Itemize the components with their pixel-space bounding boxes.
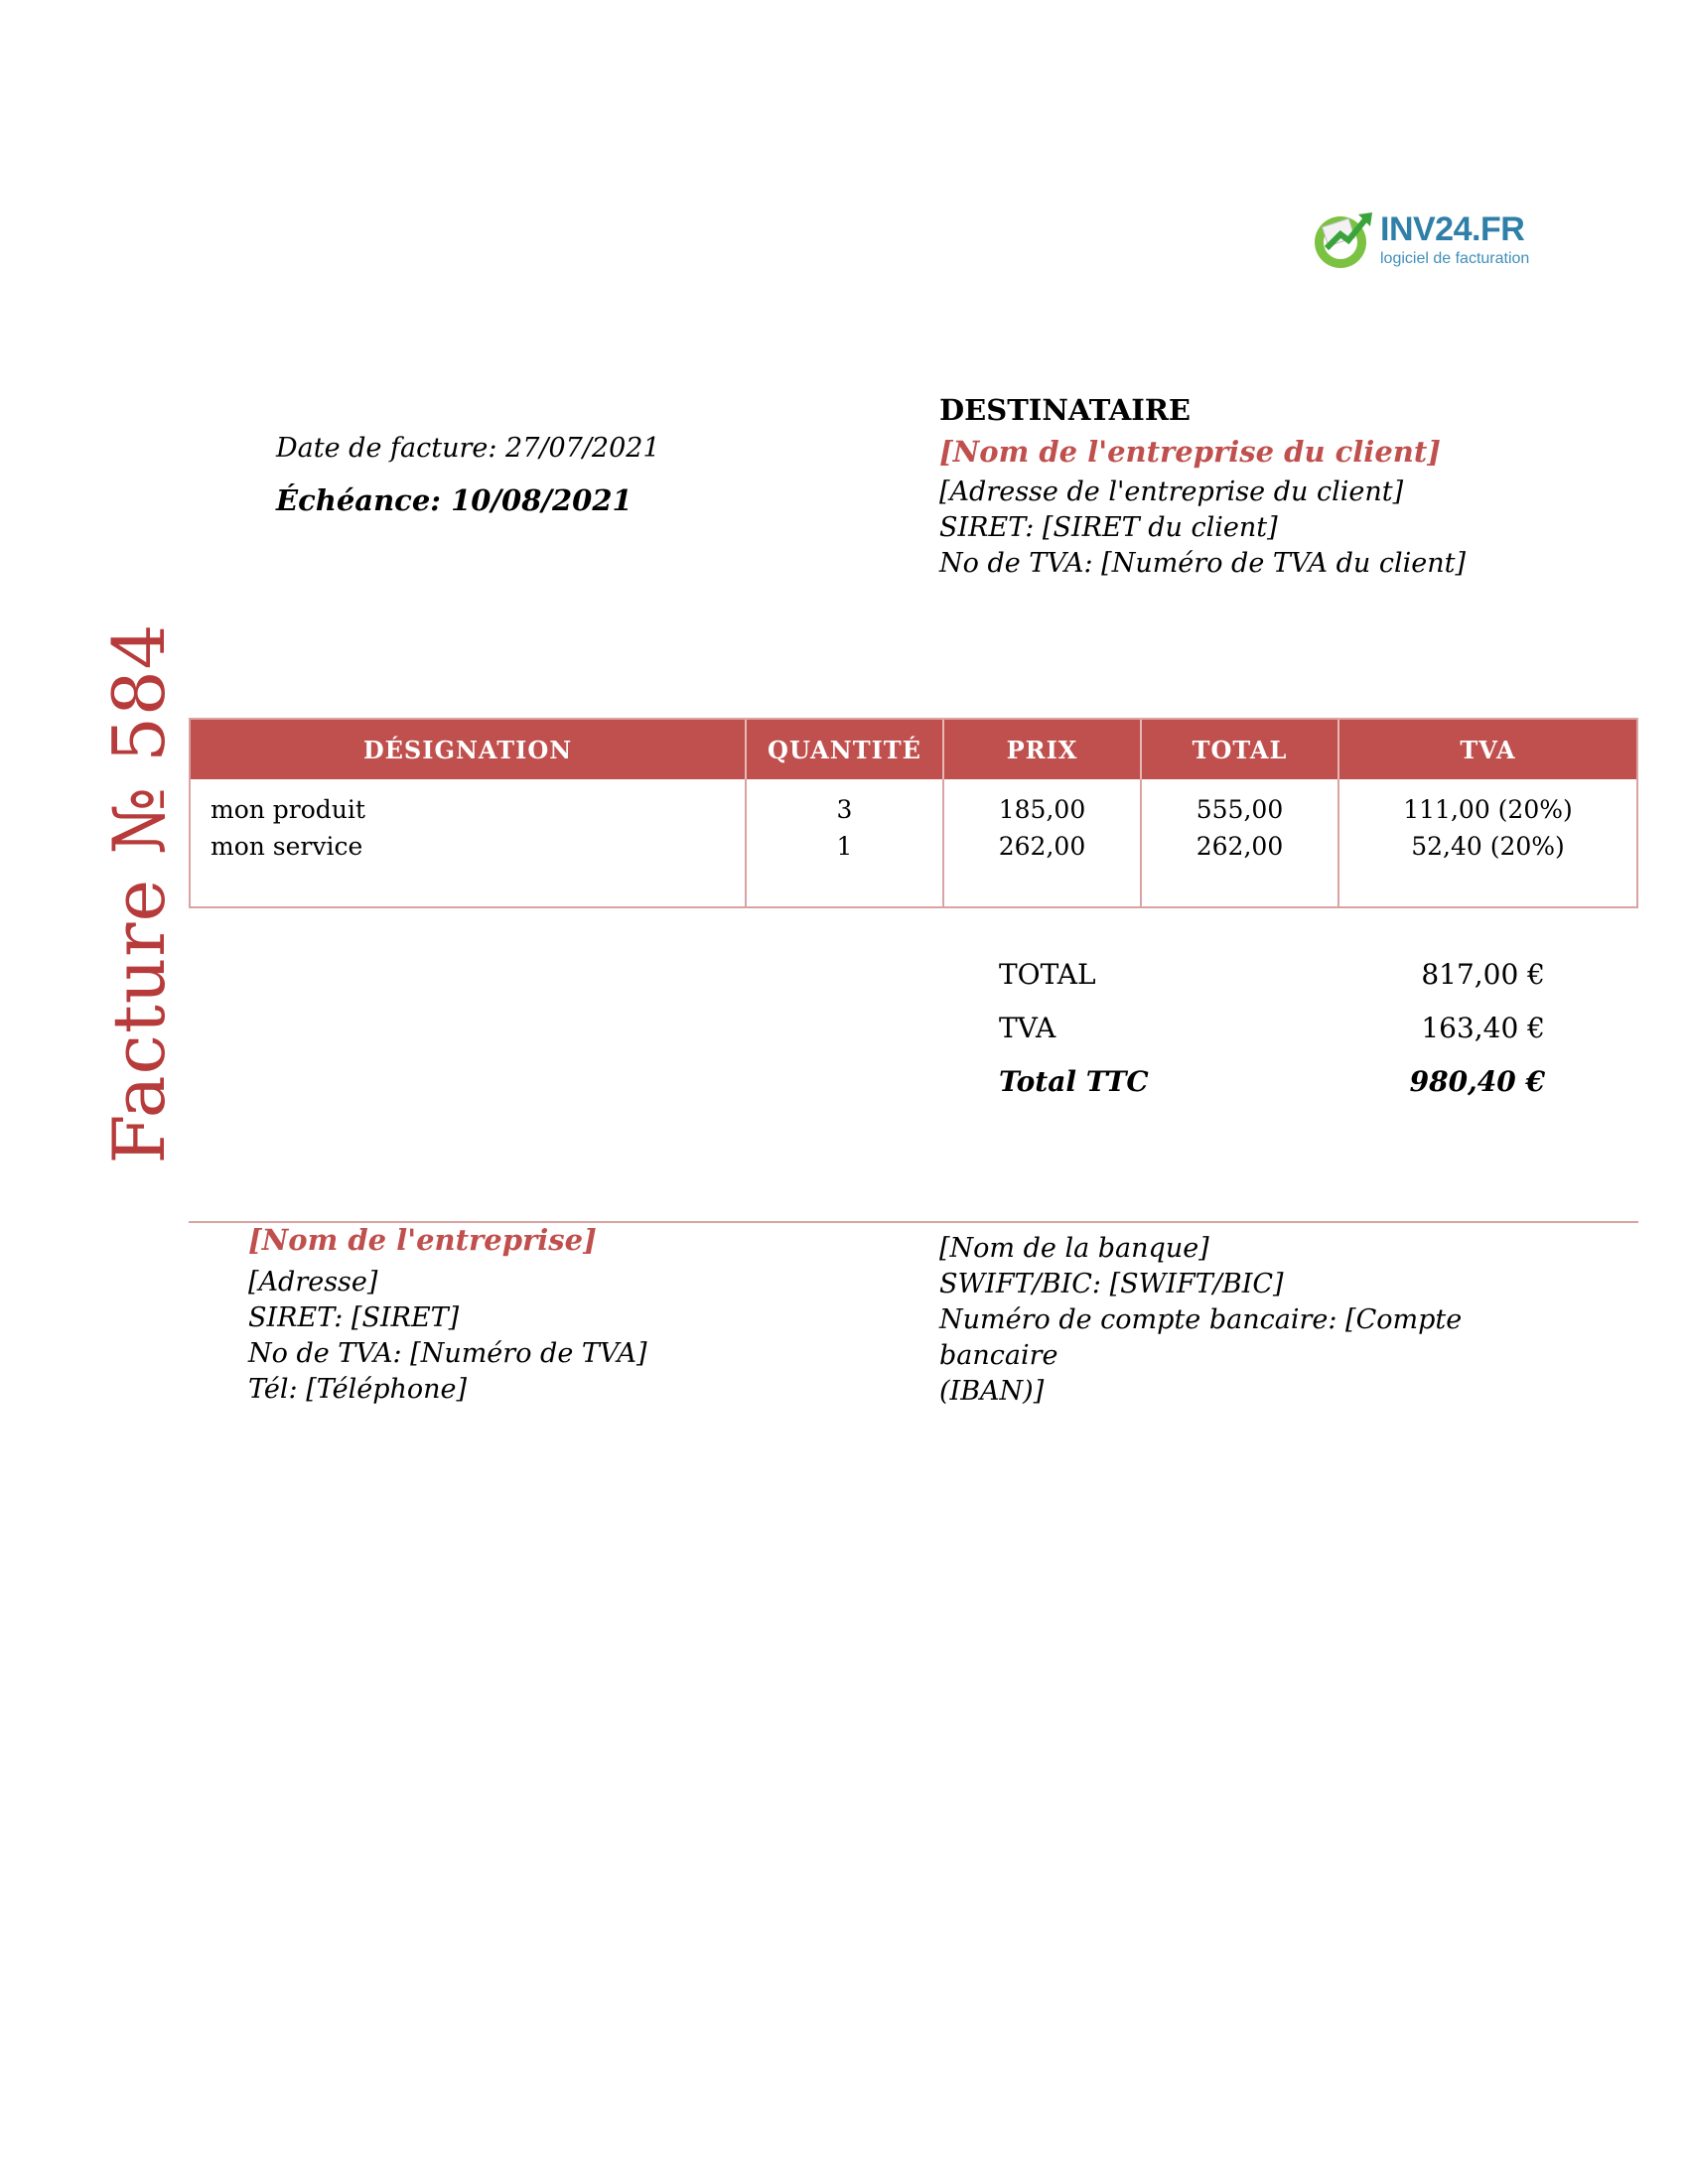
company-name: [Nom de l'entreprise]: [248, 1223, 597, 1257]
table-cell: 185,00: [998, 795, 1086, 824]
total-value: 817,00 €: [1421, 958, 1545, 991]
total-ttc-value: 980,40 €: [1409, 1065, 1545, 1098]
table-cell: 111,00 (20%): [1403, 795, 1573, 824]
bank-account: Numéro de compte bancaire: [Compte bancaire: [939, 1304, 1463, 1371]
totals-block: [999, 958, 1545, 1119]
logo-icon: [1309, 205, 1378, 274]
company-block: [248, 1223, 647, 1408]
total-ttc-row: [999, 1065, 1545, 1119]
column-vat: [1339, 779, 1636, 906]
invoice-date: Date de facture: 27/07/2021: [276, 433, 660, 464]
recipient-name: [Nom de l'entreprise du client]: [939, 435, 1441, 469]
company-logo: [1309, 205, 1547, 274]
table-cell: 52,40 (20%): [1411, 832, 1565, 861]
recipient-block: [939, 393, 1466, 582]
bank-account-iban: (IBAN)]: [939, 1376, 1045, 1407]
table-header: [191, 720, 1636, 779]
column-quantity: [747, 779, 944, 906]
table-cell: 262,00: [998, 832, 1086, 861]
company-vat: No de TVA: [Numéro de TVA]: [248, 1338, 647, 1369]
recipient-heading: DESTINATAIRE: [939, 393, 1192, 427]
total-label: TOTAL: [999, 958, 1096, 991]
column-designation: [191, 779, 747, 906]
logo-subtitle: logiciel de facturation: [1380, 250, 1530, 267]
company-address: [Adresse]: [248, 1267, 378, 1297]
vat-value: 163,40 €: [1421, 1012, 1545, 1044]
total-row: [999, 958, 1545, 1012]
recipient-siret: SIRET: [SIRET du client]: [939, 512, 1278, 543]
header-designation: DÉSIGNATION: [191, 720, 747, 779]
table-body: [191, 779, 1636, 906]
table-cell: 3: [836, 795, 853, 824]
table-cell: 262,00: [1196, 832, 1284, 861]
table-cell: 555,00: [1196, 795, 1284, 824]
company-siret: SIRET: [SIRET]: [248, 1302, 460, 1333]
recipient-vat: No de TVA: [Numéro de TVA du client]: [939, 548, 1467, 579]
header-price: PRIX: [944, 720, 1142, 779]
recipient-address: [Adresse de l'entreprise du client]: [939, 477, 1404, 507]
total-ttc-label: Total TTC: [999, 1065, 1149, 1098]
bank-swift: SWIFT/BIC: [SWIFT/BIC]: [939, 1269, 1284, 1299]
invoice-dates: [276, 433, 660, 517]
table-cell: mon service: [211, 832, 363, 861]
table-cell: mon produit: [211, 795, 365, 824]
bank-name: [Nom de la banque]: [939, 1233, 1209, 1264]
company-phone: Tél: [Téléphone]: [248, 1374, 468, 1405]
invoice-title: Facture № 584: [97, 622, 181, 1164]
bank-block: [939, 1231, 1575, 1410]
vat-row: [999, 1012, 1545, 1065]
column-total: [1142, 779, 1339, 906]
logo-title: INV24.FR: [1380, 210, 1525, 248]
due-date: Échéance: 10/08/2021: [276, 483, 633, 517]
items-table: [189, 718, 1638, 908]
header-quantity: QUANTITÉ: [747, 720, 944, 779]
header-vat: TVA: [1460, 735, 1516, 764]
column-price: [944, 779, 1142, 906]
table-cell: 1: [836, 832, 853, 861]
vat-label: TVA: [999, 1012, 1056, 1044]
header-total: TOTAL: [1142, 720, 1339, 779]
